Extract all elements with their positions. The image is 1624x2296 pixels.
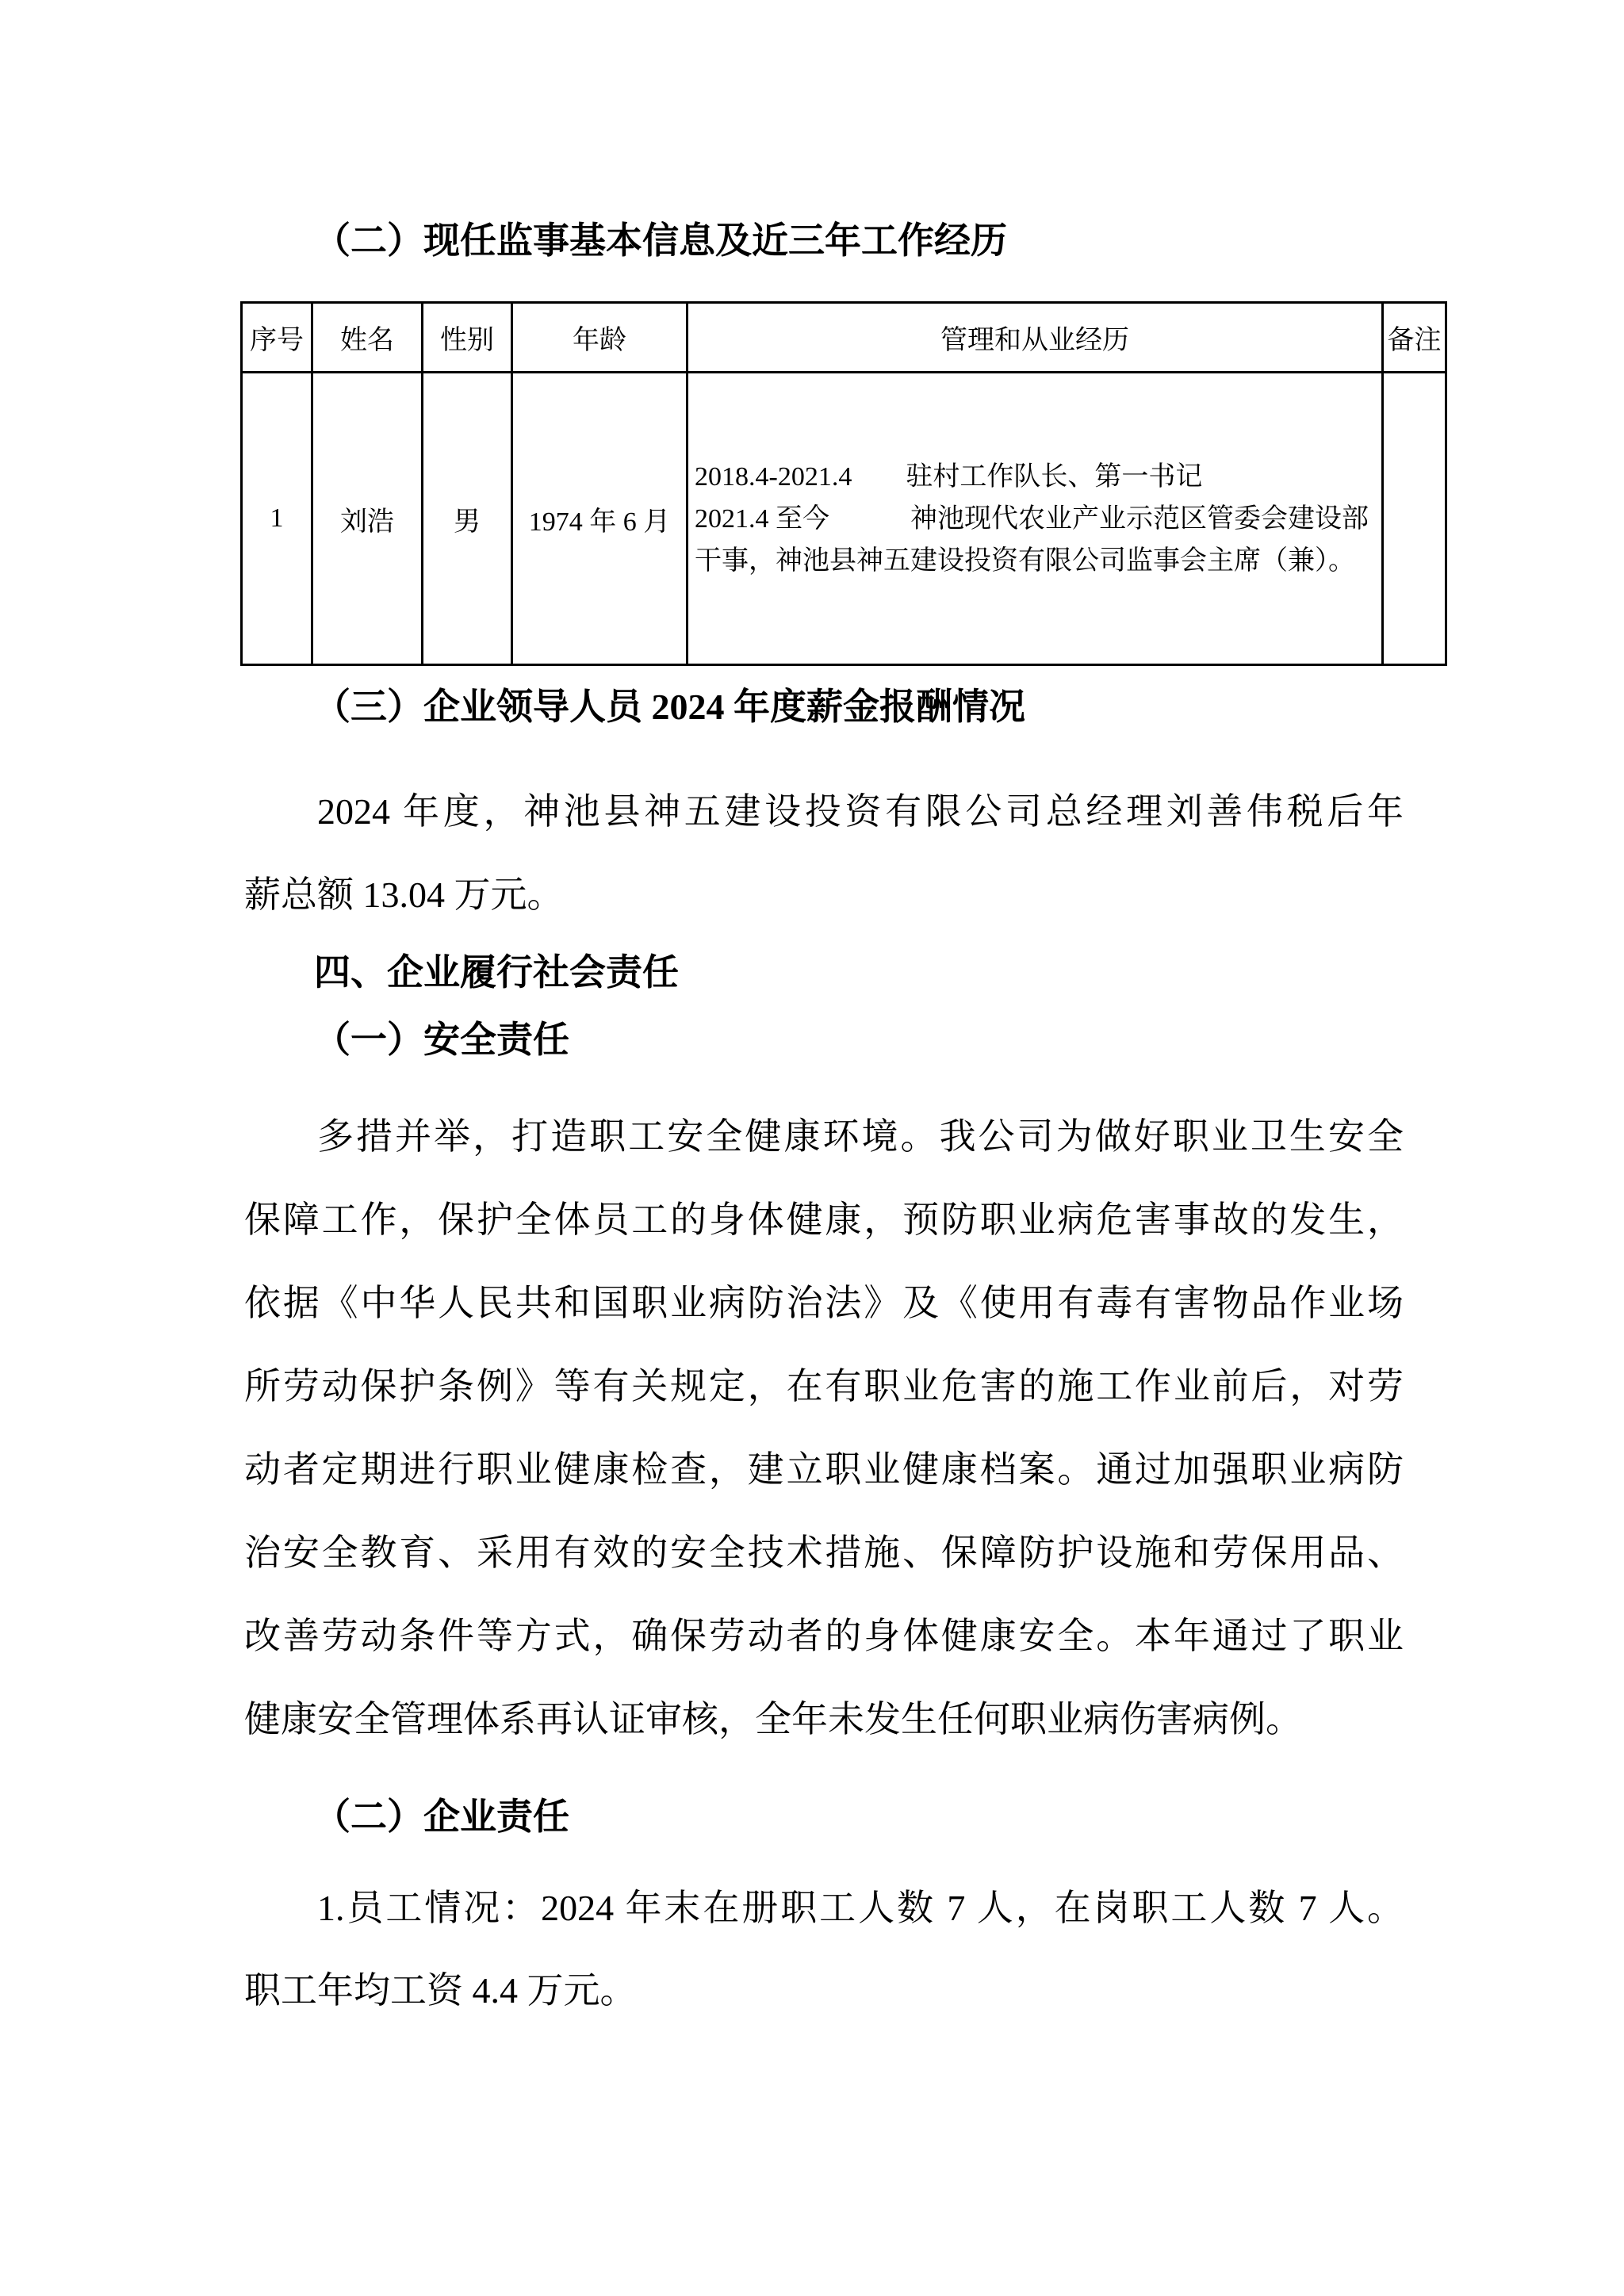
employee-paragraph-line: 1.员工情况：2024 年末在册职工人数 7 人，在岗职工人数 7 人。 [317,1888,1404,1928]
section-4-1-heading: （一）安全责任 [314,1020,569,1060]
col-header-name: 姓名 [312,303,423,373]
experience-line: 2021.4 至今 神池现代农业产业示范区管委会建设部 [695,503,1369,534]
cell-gender: 男 [423,373,512,665]
table-row [242,373,1446,665]
cell-name: 刘浩 [312,373,423,665]
safety-paragraph-line: 多措并举，打造职工安全健康环境。我公司为做好职业卫生安全 [317,1116,1404,1157]
cell-experience [688,373,1383,665]
safety-paragraph-line: 改善劳动条件等方式，确保劳动者的身体健康安全。本年通过了职业 [244,1616,1404,1656]
section-2-heading: （二）现任监事基本信息及近三年工作经历 [314,220,1007,261]
section-4-heading: 四、企业履行社会责任 [314,952,679,993]
section-4-2-heading: （二）企业责任 [314,1797,569,1837]
col-header-age: 年龄 [512,303,688,373]
salary-paragraph-line: 薪总额 13.04 万元。 [244,874,564,915]
safety-paragraph-line: 依据《中华人民共和国职业病防治法》及《使用有毒有害物品作业场 [244,1283,1404,1323]
cell-seq: 1 [242,373,312,665]
col-header-seq: 序号 [242,303,312,373]
cell-remark [1383,373,1446,665]
safety-paragraph-line: 健康安全管理体系再认证审核，全年未发生任何职业病伤害病例。 [244,1699,1302,1739]
safety-paragraph-line: 所劳动保护条例》等有关规定，在有职业危害的施工作业前后，对劳 [244,1366,1404,1406]
safety-paragraph-line: 治安全教育、采用有效的安全技术措施、保障防护设施和劳保用品、 [244,1533,1404,1573]
table-header-row [242,303,1446,373]
cell-age: 1974 年 6 月 [512,373,688,665]
safety-paragraph-line: 保障工作，保护全体员工的身体健康，预防职业病危害事故的发生， [244,1200,1404,1240]
employee-paragraph-line: 职工年均工资 4.4 万元。 [244,1970,637,2011]
experience-line: 干事，神池县神五建设投资有限公司监事会主席（兼）。 [695,545,1355,576]
supervisor-table [240,301,1447,666]
experience-line: 2018.4-2021.4 驻村工作队长、第一书记 [695,461,1203,492]
salary-paragraph-line: 2024 年度，神池县神五建设投资有限公司总经理刘善伟税后年 [317,791,1404,832]
col-header-experience: 管理和从业经历 [688,303,1383,373]
section-3-heading: （三）企业领导人员 2024 年度薪金报酬情况 [314,687,1025,727]
safety-paragraph-line: 动者定期进行职业健康检查，建立职业健康档案。通过加强职业病防 [244,1449,1404,1490]
col-header-gender: 性别 [423,303,512,373]
col-header-remark: 备注 [1383,303,1446,373]
